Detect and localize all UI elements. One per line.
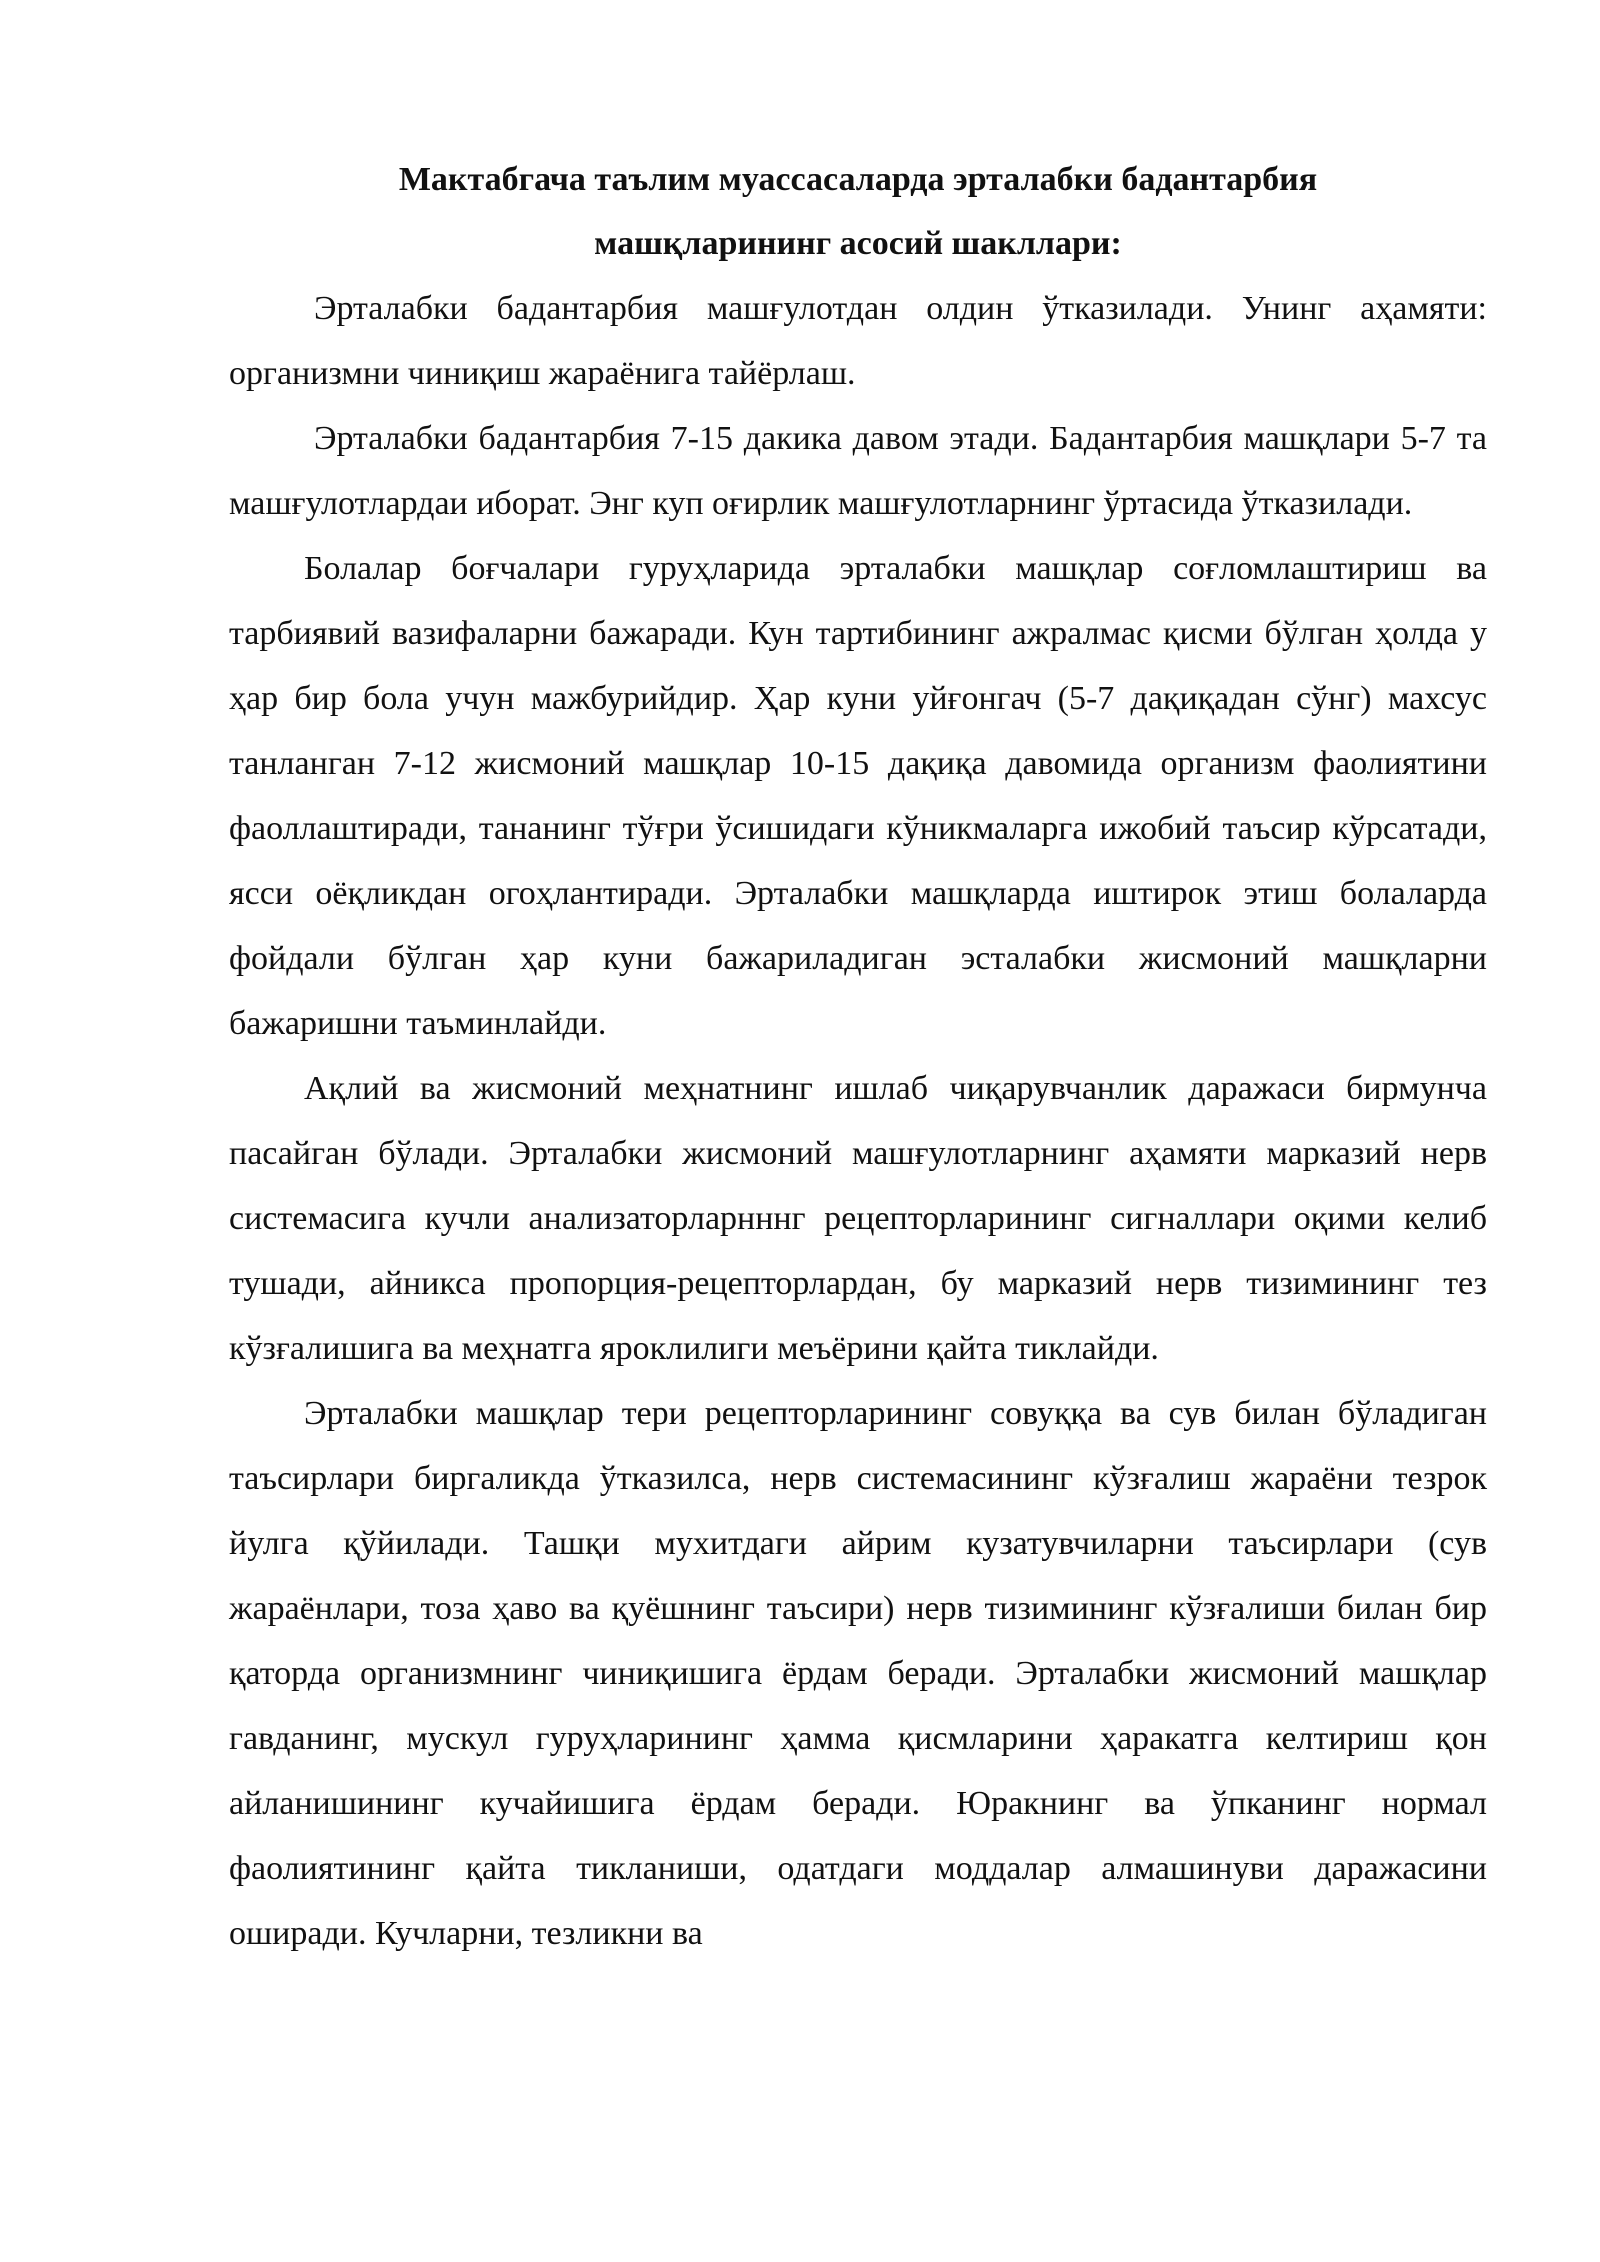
title-line-1: Мактабгача таълим муассасаларда эрталабки бадантарбия (398, 161, 1318, 198)
paragraph-3: Болалар боғчалари гуруҳларида эрталабки машқлар соғломлаштириш ва тарбиявий вазифаларни бажаради. Кун тартибининг ажралмас қисми бўлган ҳолда у ҳар бир бола учун мажбурийдир. Ҳар куни уйғонгач (5-7 дақиқадан сўнг) махсус танланган 7-12 жисмоний машқлар 10-15 дақиқа давомида организм фаолиятини фаоллаштиради, тананинг тўғри ўсишидаги кўникмаларга ижобий таъсир кўрсатади, ясси оёқликдан огоҳлантиради. Эрталабки машқларда иштирок этиш болаларда фойдали бўлган ҳар куни бажариладиган эсталабки жисмоний машқларни бажаришни таъминлайди. (229, 550, 1487, 1042)
title-line-2: машқларининг асосий шакллари: (594, 225, 1122, 262)
document-body (229, 148, 1487, 1966)
paragraph-4: Ақлий ва жисмоний меҳнатнинг ишлаб чиқарувчанлик даражаси бирмунча пасайган бўлади. Эрталабки жисмоний машғулотларнинг аҳамяти марказий нерв системасига кучли анализаторларнннг рецепторларининг сигналлари оқими келиб тушади, айникса пропорция-рецепторлардан, бу марказий нерв тизимининг тез кўзғалишига ва меҳнатга яроклилиги меъёрини қайта тиклайди. (229, 1070, 1487, 1367)
paragraph-5: Эрталабки машқлар тери рецепторларининг совуққа ва сув билан бўладиган таъсирлари биргаликда ўтказилса, нерв системасининг кўзғалиш жараёни тезрок йулга қўйилади. Ташқи мухитдаги айрим кузатувчиларни таъсирлари (сув жараёнлари, тоза ҳаво ва қуёшнинг таъсири) нерв тизимининг кўзғалиши билан бир қаторда организмнинг чиниқишига ёрдам беради. Эрталабки жисмоний машқлар гавданинг, мускул гуруҳларининг ҳамма қисмларини ҳаракатга келтириш қон айланишининг кучайишига ёрдам беради. Юракнинг ва ўпканинг нормал фаолиятининг қайта тикланиши, одатдаги моддалар алмашинуви даражасини оширади. Кучларни, тезликни ва (229, 1395, 1487, 1952)
document-title (229, 148, 1487, 276)
paragraph-2: Эрталабки бадантарбия 7-15 дакика давом этади. Бадантарбия машқлари 5-7 та машғулотлардаи иборат. Энг куп оғирлик машғулотларнинг ўртасида ўтказилади. (229, 420, 1487, 522)
paragraph-1: Эрталабки бадантарбия машғулотдан олдин ўтказилади. Унинг аҳамяти: организмни чиниқиш жараёнига тайёрлаш. (229, 290, 1487, 392)
